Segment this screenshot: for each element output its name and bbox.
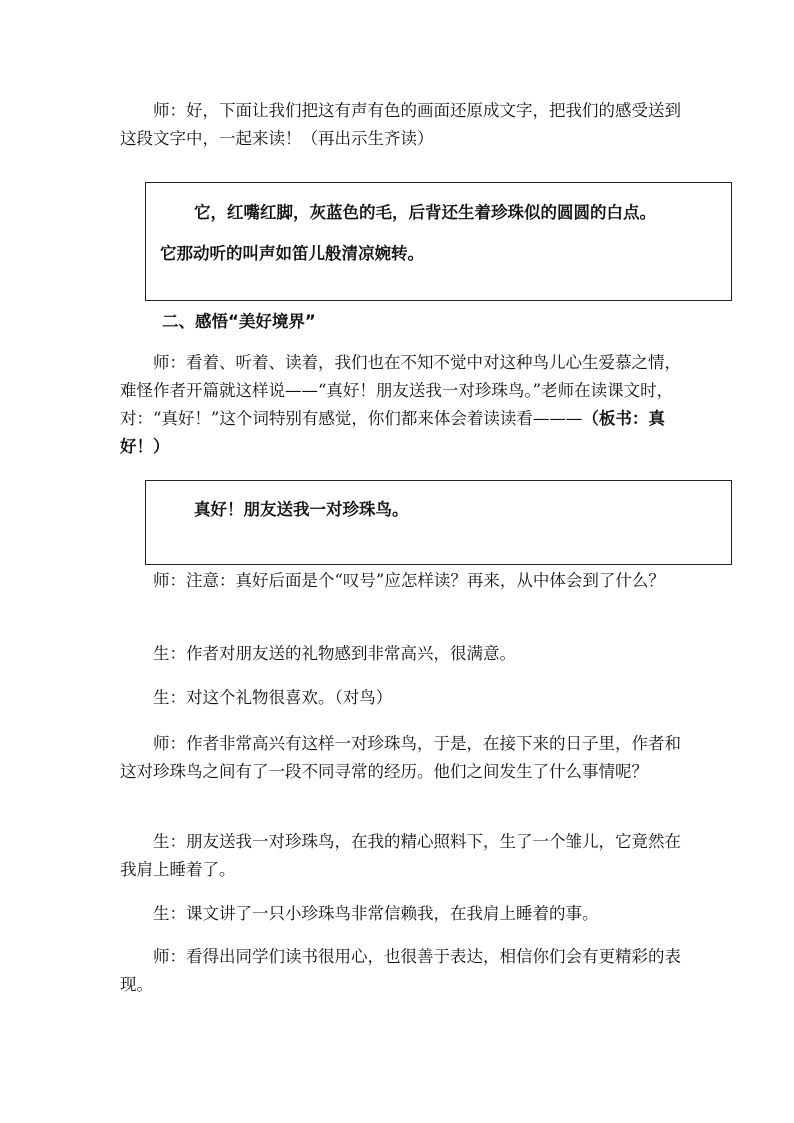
quote-box-bird-description	[145, 182, 732, 301]
quote-box-zhenhao	[145, 480, 732, 565]
section-heading: 二、感悟“美好境界”	[162, 312, 316, 331]
paragraph-student-3: 生：朋友送我一对珍珠鸟，在我的精心照料下，生了一个雏儿，它竟然在我肩上睡着了。	[120, 832, 681, 879]
paragraph-teacher-reading	[120, 349, 690, 461]
paragraph-student-4: 生：课文讲了一只小珍珠鸟非常信赖我，在我肩上睡着的事。	[153, 904, 599, 923]
paragraph-teacher-exclamation: 师：注意：真好后面是个“叹号”应怎样读？再来，从中体会到了什么？	[153, 571, 665, 590]
paragraph-teacher-intro: 师：好，下面让我们把这有声有色的画面还原成文字，把我们的感受送到这段文字中，一起来读！（再出示生齐读）	[120, 101, 681, 148]
board-note: （板书：真好！）	[120, 409, 665, 456]
paragraph-student-2: 生：对这个礼物很喜欢。（对鸟）	[153, 688, 393, 707]
quote-line-1: 它，红嘴红脚，灰蓝色的毛，后背还生着珍珠似的圆圆的白点。	[194, 203, 656, 222]
quote-line-2: 它那动听的叫声如笛儿般清凉婉转。	[160, 244, 424, 263]
paragraph-text: 师：看着、听着、读着，我们也在不知不觉中对这种鸟儿心生爱慕之情，难怪作者开篇就这样说——“真好！朋友送我一对珍珠鸟。”老师在读课文时，对：“真好！”这个词特别有感觉，你们都来体会着读读看———	[120, 353, 681, 428]
paragraph-teacher-experience: 师：作者非常高兴有这样一对珍珠鸟，于是，在接下来的日子里，作者和这对珍珠鸟之间有了一段不同寻常的经历。他们之间发生了什么事情呢？	[120, 734, 681, 781]
quote-line-zhenhao: 真好！朋友送我一对珍珠鸟。	[194, 500, 409, 519]
paragraph-teacher-praise: 师：看得出同学们读书很用心，也很善于表达，相信你们会有更精彩的表现。	[120, 947, 681, 994]
paragraph-student-1: 生：作者对朋友送的礼物感到非常高兴，很满意。	[153, 644, 516, 663]
